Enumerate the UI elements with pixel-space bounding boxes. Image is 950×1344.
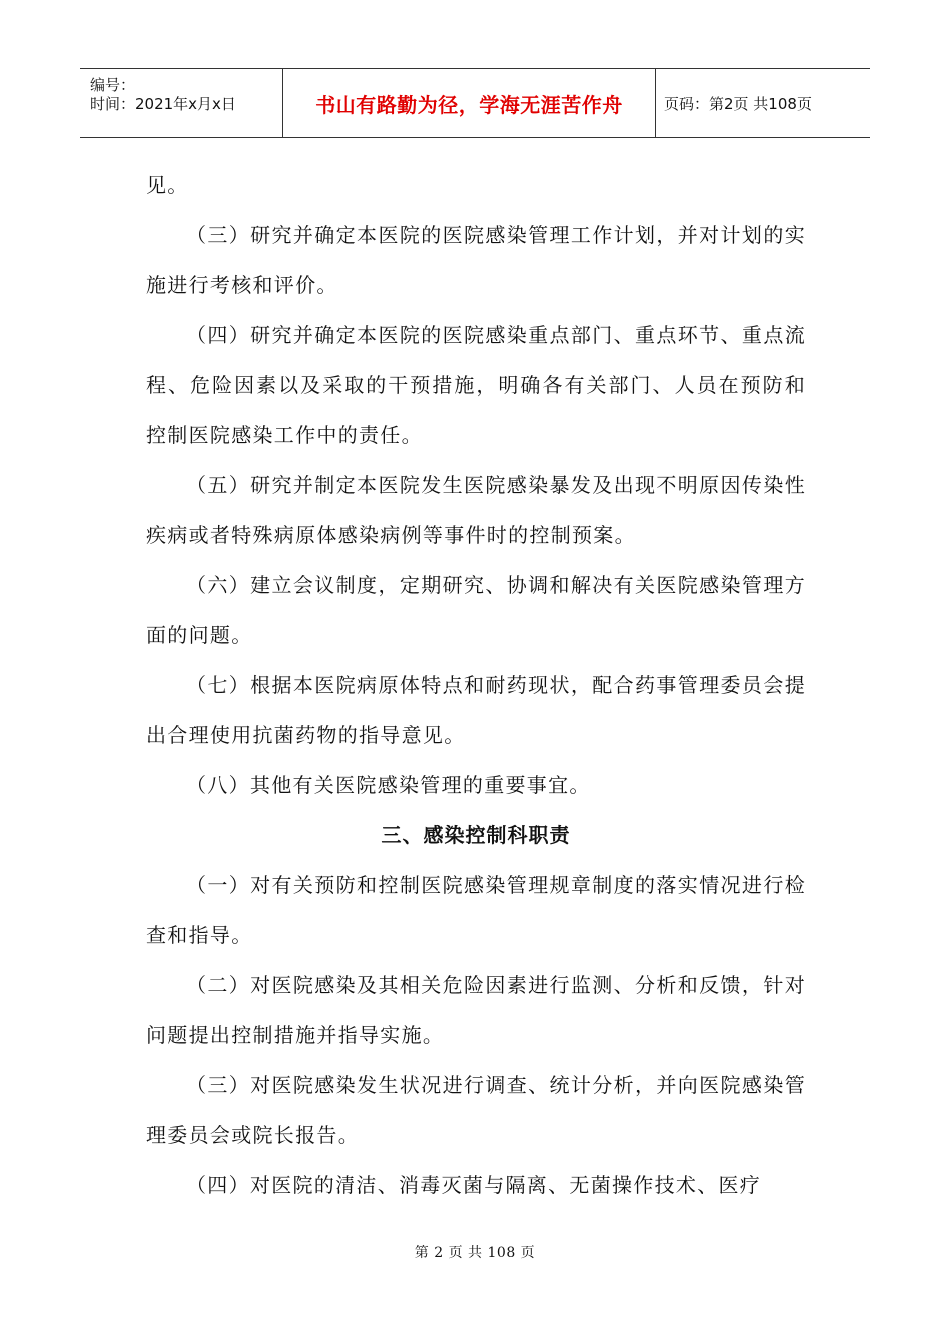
paragraph: （四）对医院的清洁、消毒灭菌与隔离、无菌操作技术、医疗 bbox=[186, 1173, 762, 1197]
date-line: 时间：2021年x月x日 bbox=[90, 95, 236, 113]
paragraph: （二）对医院感染及其相关危险因素进行监测、分析和反馈，针对问题提出控制措施并指导实施。 bbox=[146, 973, 806, 1047]
paragraph: （一）对有关预防和控制医院感染管理规章制度的落实情况进行检查和指导。 bbox=[146, 873, 806, 947]
motto-text: 书山有路勤为径，学海无涯苦作舟 bbox=[315, 92, 623, 117]
paragraph: 见。 bbox=[146, 173, 189, 197]
paragraph: （三）对医院感染发生状况进行调查、统计分析，并向医院感染管理委员会或院长报告。 bbox=[146, 1073, 806, 1147]
header-page-info: 页码：第2页 共108页 bbox=[664, 94, 812, 113]
paragraph: （五）研究并制定本医院发生医院感染暴发及出现不明原因传染性疾病或者特殊病原体感染病例等事件时的控制预案。 bbox=[146, 473, 806, 547]
serial-label: 编号： bbox=[90, 76, 136, 94]
page-header bbox=[80, 68, 870, 138]
paragraph: （八）其他有关医院感染管理的重要事宜。 bbox=[186, 773, 591, 797]
paragraph: （六）建立会议制度，定期研究、协调和解决有关医院感染管理方面的问题。 bbox=[146, 573, 806, 647]
section-heading: 三、感染控制科职责 bbox=[381, 823, 571, 847]
header-motto-cell bbox=[283, 69, 656, 137]
page-footer: 第 2 页 共 108 页 bbox=[414, 1245, 536, 1261]
document-body bbox=[146, 160, 806, 1210]
paragraph: （四）研究并确定本医院的医院感染重点部门、重点环节、重点流程、危险因素以及采取的干预措施，明确各有关部门、人员在预防和控制医院感染工作中的责任。 bbox=[146, 323, 806, 447]
paragraph: （七）根据本医院病原体特点和耐药现状，配合药事管理委员会提出合理使用抗菌药物的指导意见。 bbox=[146, 673, 806, 747]
header-left-cell bbox=[80, 69, 283, 137]
paragraph: （三）研究并确定本医院的医院感染管理工作计划，并对计划的实施进行考核和评价。 bbox=[146, 223, 806, 297]
header-page-cell bbox=[656, 69, 870, 137]
